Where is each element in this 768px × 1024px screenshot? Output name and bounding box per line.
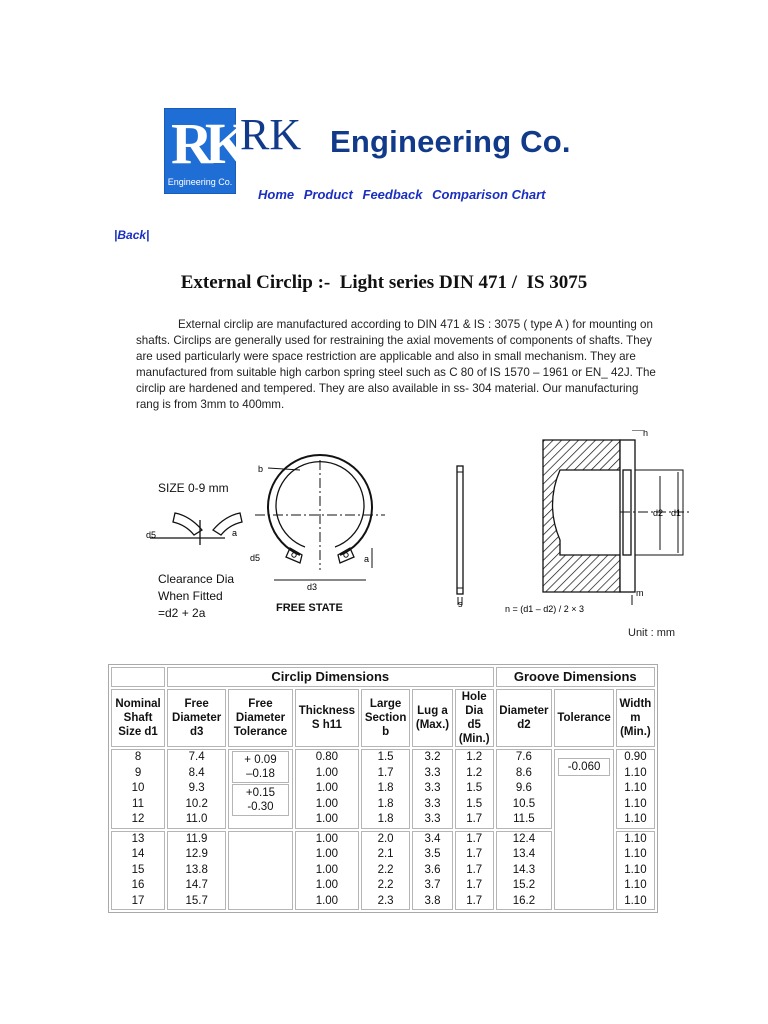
small-lug-sketch xyxy=(150,513,242,545)
table-value: 1.7 xyxy=(377,766,394,779)
table-value: 3.8 xyxy=(424,894,441,907)
table-value: 1.10 xyxy=(624,894,647,907)
table-value: 15 xyxy=(131,863,145,876)
table-value: 2.1 xyxy=(377,848,394,860)
cell-group-1-free-diameter xyxy=(167,749,226,829)
table-value: 1.7 xyxy=(466,813,483,825)
company-logo xyxy=(164,108,242,194)
circlip-dimensions-header: Circlip Dimensions xyxy=(167,667,493,687)
cell-group-2-hole-dia xyxy=(455,831,494,911)
nav-feedback-link[interactable]: Feedback xyxy=(362,187,423,202)
table-value: 1.7 xyxy=(466,832,483,845)
table-value: 1.10 xyxy=(624,813,647,825)
table-value: 13.8 xyxy=(185,863,208,876)
nav-home-link[interactable]: Home xyxy=(258,187,295,202)
table-value: 13 xyxy=(131,832,145,845)
table-value: 3.3 xyxy=(424,782,441,794)
cell-group-2-lug xyxy=(412,831,453,911)
cell-group-2-large-section xyxy=(361,831,410,911)
table-value: 3.3 xyxy=(424,797,441,810)
table-value: 12.4 xyxy=(512,832,536,845)
table-value: 1.00 xyxy=(315,894,339,907)
table-value: 1.00 xyxy=(315,782,339,794)
table-value: 1.5 xyxy=(377,751,394,763)
table-value: 1.7 xyxy=(466,863,483,876)
table-value: 7.6 xyxy=(515,751,532,763)
cell-group-1-groove-diameter xyxy=(496,749,553,829)
table-value: 1.2 xyxy=(466,766,483,779)
table-value: 13.4 xyxy=(512,848,536,860)
m-label: m xyxy=(636,588,644,598)
b-label: b xyxy=(258,464,264,474)
cell-group-1-groove-width xyxy=(616,749,655,829)
table-value: 3.3 xyxy=(424,766,441,779)
page-title: External Circlip :- Light series DIN 471 / IS 3075 xyxy=(180,272,588,293)
d5-label-small: d5 xyxy=(146,530,157,540)
table-value: 1.10 xyxy=(624,766,647,779)
logo-subtitle: Engineering Co. xyxy=(167,177,233,187)
groove-tolerance-value: -0.060 xyxy=(558,758,609,776)
s-label: s xyxy=(458,599,463,609)
col-hole-dia: Hole Dia d5 (Min.) xyxy=(455,689,494,747)
table-value: 15.7 xyxy=(185,894,208,907)
table-value: 1.00 xyxy=(315,832,339,845)
col-free-diameter: Free Diameter d3 xyxy=(167,689,226,747)
table-value: 15.2 xyxy=(512,879,536,891)
clearance-label-3: =d2 + 2a xyxy=(158,606,206,620)
table-value: 1.00 xyxy=(315,863,339,876)
col-free-diameter-tolerance: Free Diameter Tolerance xyxy=(228,689,292,747)
table-value: 2.3 xyxy=(377,894,394,907)
col-thickness: Thickness S h11 xyxy=(295,689,359,747)
dimension-table xyxy=(108,664,658,913)
circlip-technical-drawing xyxy=(0,430,768,630)
nav-product-link[interactable]: Product xyxy=(303,187,353,202)
cell-group-2-free-diameter xyxy=(167,831,226,911)
table-value: 3.3 xyxy=(424,813,441,825)
table-value: 16.2 xyxy=(512,894,536,907)
table-value: 1.2 xyxy=(466,751,483,763)
cell-group-2-groove-width xyxy=(616,831,655,911)
table-value: 1.7 xyxy=(466,848,483,860)
table-value: 1.00 xyxy=(315,879,339,891)
table-value: 14.3 xyxy=(512,863,536,876)
cell-group-2-thickness xyxy=(295,831,359,911)
clearance-label-1: Clearance Dia xyxy=(158,572,235,586)
table-value: 3.6 xyxy=(424,863,441,876)
col-groove-width: Width m (Min.) xyxy=(616,689,655,747)
cell-group-2-tolerance xyxy=(228,831,292,911)
table-value: 10.2 xyxy=(185,797,208,810)
table-value: 9.3 xyxy=(188,782,205,794)
col-groove-diameter: Diameter d2 xyxy=(496,689,553,747)
table-value: 11.9 xyxy=(185,832,208,845)
cell-group-1-hole-dia xyxy=(455,749,494,829)
header-spacer xyxy=(111,667,165,687)
table-value: 3.4 xyxy=(424,832,441,845)
table-value: 11.0 xyxy=(185,813,208,825)
tolerance-11-12: +0.15 -0.30 xyxy=(232,784,288,816)
table-value: 1.8 xyxy=(377,782,394,794)
table-value: 11.5 xyxy=(513,813,535,825)
table-value: 8.4 xyxy=(188,766,205,779)
col-lug: Lug a (Max.) xyxy=(412,689,453,747)
cell-group-2-groove-diameter xyxy=(496,831,553,911)
col-nominal-shaft-size: Nominal Shaft Size d1 xyxy=(111,689,165,747)
a-label: a xyxy=(364,554,370,564)
col-groove-tolerance: Tolerance xyxy=(554,689,613,747)
table-value: 17 xyxy=(131,894,145,907)
table-value: 8 xyxy=(134,751,142,763)
tolerance-8-10: + 0.09 –0.18 xyxy=(232,751,288,783)
table-value: 16 xyxy=(131,879,145,891)
d1-label: d1 xyxy=(671,508,682,518)
n-label: n xyxy=(643,430,649,438)
cell-group-1-tolerance xyxy=(228,749,292,829)
table-value: 1.5 xyxy=(466,797,483,810)
table-value: 1.10 xyxy=(624,832,647,845)
table-value: 0.80 xyxy=(315,751,339,763)
table-value: 3.7 xyxy=(424,879,441,891)
circlip-side-view xyxy=(457,466,463,605)
size-label: SIZE 0-9 mm xyxy=(158,481,229,495)
back-link[interactable]: |Back| xyxy=(114,228,150,242)
table-value: 14.7 xyxy=(185,879,208,891)
table-value: 1.10 xyxy=(624,848,647,860)
table-value: 2.2 xyxy=(377,879,394,891)
table-value: 0.90 xyxy=(624,751,647,763)
main-nav xyxy=(258,187,552,202)
cell-group-1-lug xyxy=(412,749,453,829)
brand-name: Engineering Co. xyxy=(330,124,571,159)
table-value: 1.8 xyxy=(377,797,394,810)
table-value: 12.9 xyxy=(185,848,208,860)
table-value: 9.6 xyxy=(515,782,532,794)
a-label-small: a xyxy=(232,528,238,538)
free-state-label: FREE STATE xyxy=(276,602,343,614)
shaft-groove-section xyxy=(543,430,690,605)
cell-group-1-large-section xyxy=(361,749,410,829)
table-value: 2.0 xyxy=(377,832,394,845)
table-value: 1.00 xyxy=(315,797,339,810)
table-value: 1.10 xyxy=(624,879,647,891)
n-formula: n = (d1 – d2) / 2 × 3 xyxy=(505,604,585,614)
table-value: 1.5 xyxy=(466,782,483,794)
table-value: 10 xyxy=(131,782,145,794)
logo-mark: RK xyxy=(171,111,242,176)
table-value: 1.10 xyxy=(624,797,647,810)
table-value: 14 xyxy=(131,848,145,860)
table-value: 9 xyxy=(134,766,142,779)
table-value: 1.00 xyxy=(315,848,339,860)
table-value: 1.00 xyxy=(315,813,339,825)
nav-comparison-chart-link[interactable]: Comparison Chart xyxy=(432,187,546,202)
brand-rk: RK xyxy=(240,110,302,159)
table-value: 1.10 xyxy=(624,863,647,876)
table-value: 7.4 xyxy=(188,751,205,763)
d5-label: d5 xyxy=(250,553,261,563)
clearance-label-2: When Fitted xyxy=(158,589,223,603)
table-value: 11 xyxy=(132,797,144,810)
table-value: 2.2 xyxy=(377,863,394,876)
unit-label: Unit : mm xyxy=(628,627,676,639)
table-row-group-1 xyxy=(111,749,655,829)
cell-groove-tolerance xyxy=(554,749,613,910)
d3-label: d3 xyxy=(307,582,318,592)
table-value: 1.10 xyxy=(624,782,647,794)
table-value: 10.5 xyxy=(512,797,536,810)
table-value: 3.2 xyxy=(424,751,441,763)
cell-group-1-thickness xyxy=(295,749,359,829)
col-large-section: Large Section b xyxy=(361,689,410,747)
groove-dimensions-header: Groove Dimensions xyxy=(496,667,656,687)
cell-group-2-nominal xyxy=(111,831,165,911)
table-value: 12 xyxy=(131,813,145,825)
table-value: 1.7 xyxy=(466,894,483,907)
table-value: 1.8 xyxy=(377,813,394,825)
table-value: 3.5 xyxy=(424,848,441,860)
cell-group-1-nominal xyxy=(111,749,165,829)
intro-paragraph: External circlip are manufactured according to DIN 471 & IS : 3075 ( type A ) for mounting on shafts. Circlips are generally used for restraining the axial movements of components of shafts. They are used particularly were space restriction are applicable and also in small mechanism. They are manufactured from suitable high carbon spring steel such as C 80 of IS 1570 – 1961 or EN_ 42J. The circlip are hardened and tempered. They are also available in ss- 304 material. Our manufacturing rang is from 3mm to 400mm. xyxy=(136,318,656,411)
table-value: 1.7 xyxy=(466,879,483,891)
table-value: 8.6 xyxy=(515,766,532,779)
table-value: 1.00 xyxy=(315,766,339,779)
d2-label: d2 xyxy=(653,508,664,518)
